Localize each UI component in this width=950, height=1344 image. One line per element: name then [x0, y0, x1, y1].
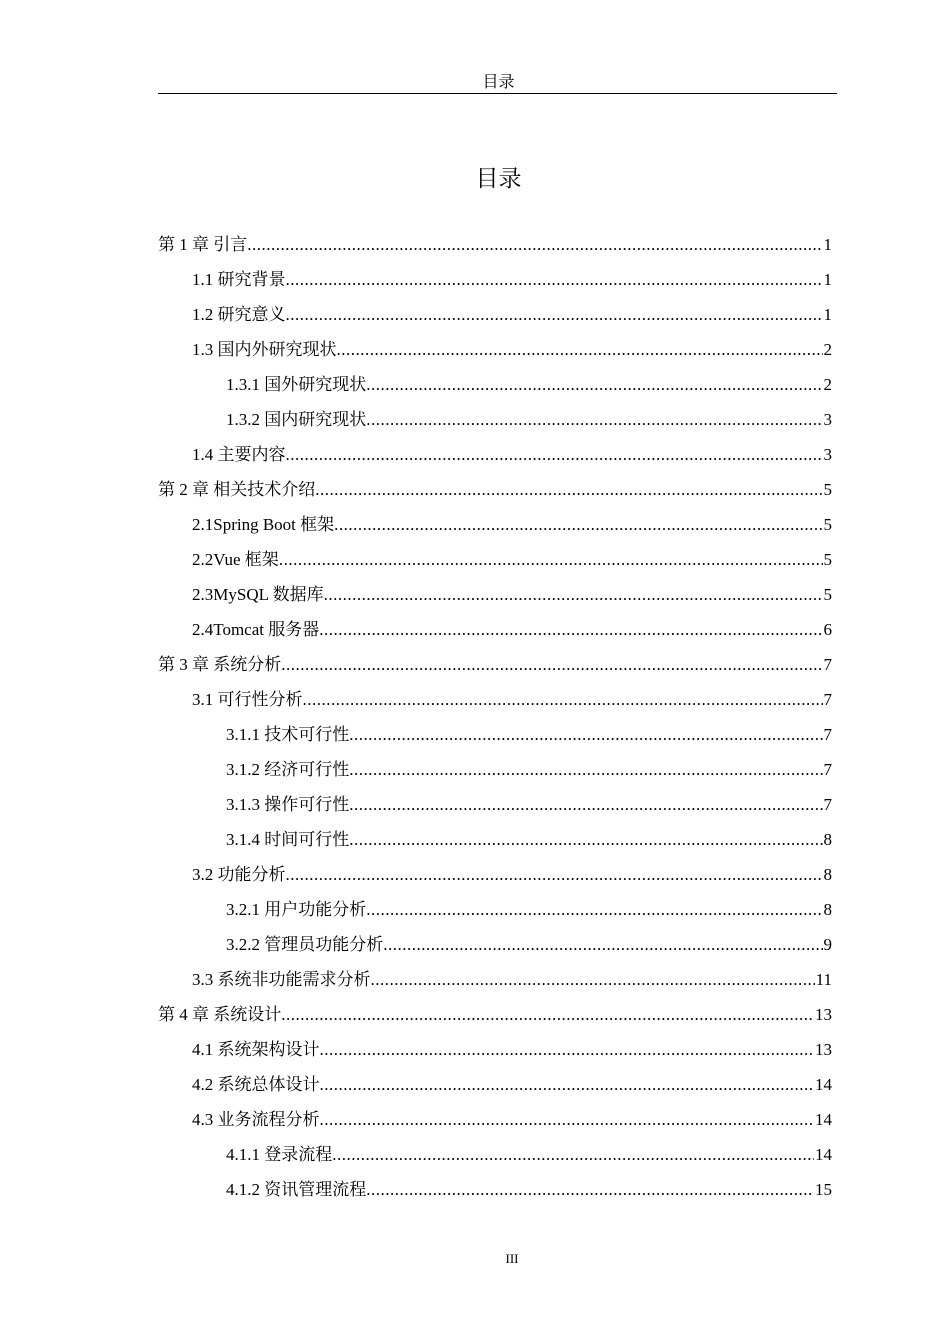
toc-entry[interactable]	[158, 927, 832, 962]
toc-dot-leader	[366, 1172, 814, 1207]
toc-entry-page-number: 3	[823, 410, 832, 429]
toc-entry-label: 3.1.1 技术可行性	[226, 725, 350, 744]
toc-entry[interactable]	[158, 1102, 832, 1137]
toc-entry-page-number: 1	[823, 270, 832, 289]
toc-dot-leader	[371, 962, 815, 997]
toc-entry-label: 1.3.2 国内研究现状	[226, 410, 367, 429]
toc-entry-page-number: 13	[815, 1005, 832, 1024]
toc-entry[interactable]	[158, 542, 832, 577]
toc-entry-label: 1.2 研究意义	[192, 305, 286, 324]
toc-dot-leader	[286, 437, 823, 472]
toc-entry[interactable]	[158, 577, 832, 612]
toc-entry[interactable]	[158, 1172, 832, 1207]
toc-entry-page-number: 2	[823, 375, 832, 394]
toc-entry-page-number: 3	[823, 445, 832, 464]
toc-entry[interactable]	[158, 822, 832, 857]
toc-entry-page-number: 7	[823, 760, 832, 779]
toc-dot-leader	[383, 927, 822, 962]
toc-entry-label: 3.2.1 用户功能分析	[226, 900, 367, 919]
toc-entry-page-number: 11	[815, 970, 832, 989]
toc-entry-page-number: 7	[823, 655, 832, 674]
toc-entry[interactable]	[158, 1137, 832, 1172]
toc-entry-page-number: 7	[823, 690, 832, 709]
toc-entry-label: 2.3MySQL 数据库	[192, 585, 324, 604]
toc-entry-page-number: 7	[823, 795, 832, 814]
toc-dot-leader	[320, 1102, 815, 1137]
toc-dot-leader	[286, 297, 823, 332]
toc-entry-page-number: 6	[823, 620, 832, 639]
toc-entry-page-number: 5	[823, 550, 832, 569]
toc-entry-label: 3.1.2 经济可行性	[226, 760, 350, 779]
toc-entry-label: 2.4Tomcat 服务器	[192, 620, 320, 639]
toc-entry-page-number: 14	[815, 1145, 832, 1164]
toc-dot-leader	[320, 1032, 815, 1067]
toc-entry[interactable]	[158, 997, 832, 1032]
toc-entry-label: 3.2 功能分析	[192, 865, 286, 884]
toc-entry-page-number: 14	[815, 1110, 832, 1129]
toc-entry-page-number: 5	[823, 585, 832, 604]
toc-entry[interactable]	[158, 647, 832, 682]
toc-entry-page-number: 7	[823, 725, 832, 744]
toc-dot-leader	[349, 752, 822, 787]
toc-dot-leader	[334, 507, 822, 542]
toc-entry-label: 第 3 章 系统分析	[158, 655, 282, 674]
toc-entry[interactable]	[158, 472, 832, 507]
toc-entry-label: 3.2.2 管理员功能分析	[226, 935, 384, 954]
toc-entry-label: 第 1 章 引言	[158, 235, 248, 254]
toc-entry-page-number: 8	[823, 900, 832, 919]
toc-entry-label: 4.1.2 资讯管理流程	[226, 1180, 367, 1199]
toc-entry[interactable]	[158, 437, 832, 472]
page-number: III	[505, 1251, 519, 1266]
toc-entry-label: 4.3 业务流程分析	[192, 1110, 320, 1129]
toc-dot-leader	[349, 717, 822, 752]
toc-dot-leader	[349, 787, 822, 822]
toc-dot-leader	[349, 822, 822, 857]
toc-entry-page-number: 1	[823, 305, 832, 324]
toc-dot-leader	[366, 367, 822, 402]
toc-entry-label: 第 4 章 系统设计	[158, 1005, 282, 1024]
toc-entry-label: 1.3.1 国外研究现状	[226, 375, 367, 394]
toc-entry[interactable]	[158, 682, 832, 717]
toc-entry-page-number: 1	[823, 235, 832, 254]
toc-entry[interactable]	[158, 892, 832, 927]
toc-entry[interactable]	[158, 507, 832, 542]
toc-entry-label: 2.1Spring Boot 框架	[192, 515, 335, 534]
toc-entry[interactable]	[158, 1032, 832, 1067]
toc-dot-leader	[286, 857, 823, 892]
toc-entry-page-number: 15	[815, 1180, 832, 1199]
toc-entry-label: 1.1 研究背景	[192, 270, 286, 289]
toc-entry-page-number: 13	[815, 1040, 832, 1059]
toc-dot-leader	[337, 332, 823, 367]
toc-entry[interactable]	[158, 1067, 832, 1102]
toc-entry[interactable]	[158, 717, 832, 752]
toc-entry[interactable]	[158, 227, 832, 262]
toc-entry-label: 1.4 主要内容	[192, 445, 286, 464]
toc-entry-label: 4.1 系统架构设计	[192, 1040, 320, 1059]
header-rule	[158, 93, 837, 94]
running-header: 目录	[482, 74, 515, 91]
toc-entry-label: 1.3 国内外研究现状	[192, 340, 337, 359]
toc-entry[interactable]	[158, 612, 832, 647]
toc-entry-label: 3.1 可行性分析	[192, 690, 303, 709]
toc-dot-leader	[366, 402, 822, 437]
toc-entry-page-number: 9	[823, 935, 832, 954]
toc-entry[interactable]	[158, 297, 832, 332]
toc-entry-page-number: 2	[823, 340, 832, 359]
toc-entry[interactable]	[158, 402, 832, 437]
toc-dot-leader	[324, 577, 823, 612]
toc-dot-leader	[281, 647, 822, 682]
toc-entry-page-number: 5	[823, 515, 832, 534]
toc-dot-leader	[366, 892, 822, 927]
toc-entry[interactable]	[158, 787, 832, 822]
toc-entry-label: 3.1.3 操作可行性	[226, 795, 350, 814]
toc-entry-label: 2.2Vue 框架	[192, 550, 279, 569]
toc-dot-leader	[319, 612, 822, 647]
toc-dot-leader	[332, 1137, 814, 1172]
toc-dot-leader	[286, 262, 823, 297]
toc-dot-leader	[303, 682, 823, 717]
toc-dot-leader	[281, 997, 814, 1032]
toc-entry-page-number: 8	[823, 865, 832, 884]
toc-list	[158, 227, 832, 1207]
toc-entry-label: 3.3 系统非功能需求分析	[192, 970, 371, 989]
toc-entry-label: 第 2 章 相关技术介绍	[158, 480, 316, 499]
toc-entry-label: 3.1.4 时间可行性	[226, 830, 350, 849]
toc-dot-leader	[247, 227, 822, 262]
toc-entry-label: 4.1.1 登录流程	[226, 1145, 333, 1164]
toc-entry[interactable]	[158, 857, 832, 892]
toc-dot-leader	[320, 1067, 815, 1102]
toc-entry[interactable]	[158, 262, 832, 297]
toc-dot-leader	[315, 472, 822, 507]
toc-entry-page-number: 5	[823, 480, 832, 499]
toc-entry-page-number: 14	[815, 1075, 832, 1094]
toc-entry[interactable]	[158, 962, 832, 997]
toc-entry[interactable]	[158, 367, 832, 402]
toc-entry-label: 4.2 系统总体设计	[192, 1075, 320, 1094]
toc-entry-page-number: 8	[823, 830, 832, 849]
toc-entry[interactable]	[158, 332, 832, 367]
toc-entry[interactable]	[158, 752, 832, 787]
toc-title: 目录	[475, 166, 522, 192]
toc-dot-leader	[279, 542, 823, 577]
